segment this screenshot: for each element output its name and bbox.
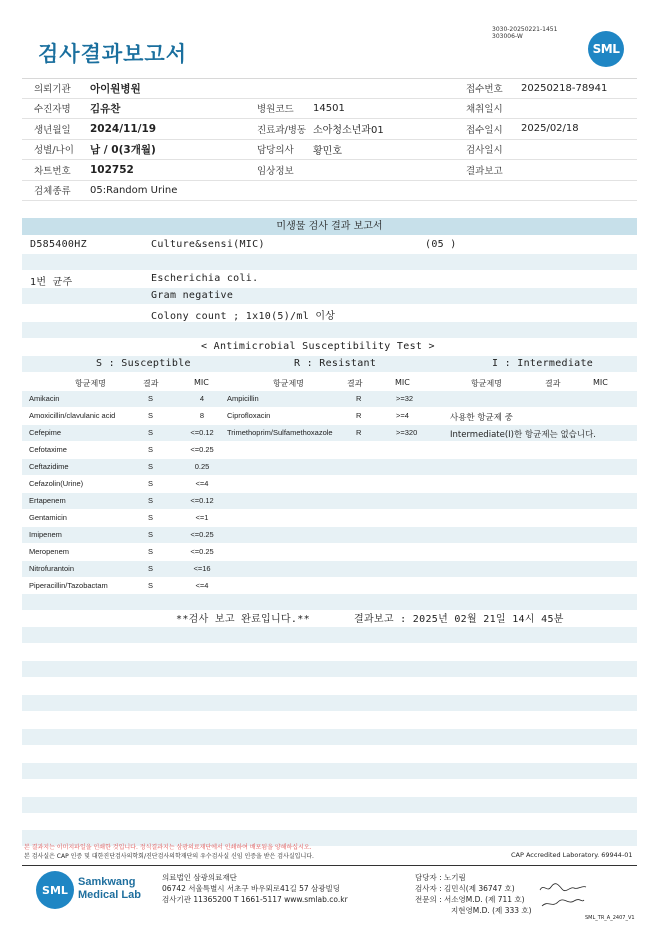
antibiotic-name: Ertapenem	[29, 496, 66, 505]
stripe	[22, 797, 637, 813]
susceptibility-result: S	[148, 547, 154, 556]
stripe	[22, 695, 637, 711]
stripe	[22, 527, 637, 543]
info-label: 검체종류	[34, 186, 71, 198]
organism-name: Escherichia coli.	[151, 273, 259, 284]
mic-value: 4	[199, 394, 205, 403]
info-row	[22, 99, 637, 120]
info-label: 검사일시	[466, 145, 503, 157]
info-label: 접수번호	[466, 84, 503, 96]
antibiotic-name: Imipenem	[29, 530, 62, 539]
signature-image	[538, 881, 588, 895]
antibiotic-name: Amikacin	[29, 394, 60, 403]
document-id-line1: 3030-20250221-1451	[492, 26, 558, 33]
info-value: 14501	[313, 102, 345, 114]
info-value: 2024/11/19	[90, 122, 157, 135]
antibiotic-name: Ceftazidime	[29, 462, 69, 471]
intermediate-note-line1: 사용한 항균제 중	[450, 413, 513, 423]
info-label: 접수일시	[466, 124, 503, 136]
info-label: 병원코드	[257, 104, 294, 116]
stripe	[22, 493, 637, 509]
patient-info-table	[22, 78, 637, 201]
susceptibility-result: S	[148, 411, 154, 420]
mic-value: <=0.25	[190, 445, 214, 454]
antibiotic-name: Ciprofloxacin	[227, 411, 271, 420]
info-row	[22, 78, 637, 99]
info-label: 담당의사	[257, 145, 294, 157]
test-code: D585400HZ	[30, 239, 87, 250]
stripe	[22, 459, 637, 475]
antibiotic-name: Cefepime	[29, 428, 62, 437]
gram-stain: Gram negative	[151, 290, 234, 301]
info-label: 성별/나이	[34, 145, 74, 157]
info-label: 결과보고	[466, 165, 503, 177]
mic-value: 0.25	[194, 462, 210, 471]
info-value: 김유찬	[90, 102, 121, 115]
info-value: 황민호	[313, 145, 342, 157]
susceptibility-result: S	[148, 462, 154, 471]
brand-line2: Medical Lab	[78, 889, 141, 901]
stripe	[22, 322, 637, 338]
mic-value: <=16	[193, 564, 211, 573]
sml-logo: SML	[588, 31, 624, 67]
mic-value: >=320	[396, 428, 418, 437]
antibiotic-name: Cefotaxime	[29, 445, 67, 454]
info-label: 진료과/병동	[257, 124, 307, 136]
info-row	[22, 181, 637, 202]
susceptibility-result: S	[148, 479, 154, 488]
stripe	[22, 391, 637, 407]
susceptibility-result: S	[148, 564, 154, 573]
stripe	[22, 729, 637, 745]
antibiotic-name: Cefazolin(Urine)	[29, 479, 84, 488]
colony-count: Colony count ; 1x10(5)/ml 이상	[151, 311, 336, 322]
organism-label: 1번 균주	[30, 277, 73, 288]
info-label: 임상정보	[257, 165, 294, 177]
antibiotic-name: Meropenem	[29, 547, 70, 556]
micro-section-title: 미생물 검사 결과 보고서	[22, 218, 637, 235]
brand-line1: Samkwang	[78, 876, 136, 888]
antibiotic-name: Trimethoprim/Sulfamethoxazole	[227, 428, 333, 437]
legend-intermediate: I : Intermediate	[492, 358, 594, 369]
info-value: 남 / 0(3개월)	[90, 143, 156, 156]
info-value: 2025/02/18	[521, 123, 579, 135]
mic-value: >=32	[396, 394, 414, 403]
susceptibility-result: S	[148, 496, 154, 505]
report-time: 결과보고 : 2025년 02월 21일 14시 45분	[354, 614, 564, 625]
mic-value: <=0.12	[190, 496, 214, 505]
mic-value: <=0.25	[190, 547, 214, 556]
info-label: 채취일시	[466, 104, 503, 116]
accreditation-notice: 본 검사실은 CAP 인증 및 대한진단검사의학회/진단검사의학재단의 우수검사실 신임 인증을 받은 검사실입니다.	[24, 853, 314, 860]
mic-value: <=4	[195, 581, 209, 590]
org-address: 06742 서울특별시 서초구 바우뫼로41길 57 삼광빌딩	[162, 884, 341, 893]
susceptibility-result: R	[356, 411, 362, 420]
info-value: 05:Random Urine	[90, 184, 178, 196]
col-header-result: 결과	[545, 379, 561, 388]
org-name: 의료법인 삼광의료재단	[162, 873, 237, 882]
document-id	[492, 26, 557, 40]
mic-value: 8	[199, 411, 205, 420]
staff-specialist-1: 전문의 : 서소영M.D. (제 711 호)	[415, 895, 525, 904]
info-value: 20250218-78941	[521, 82, 608, 94]
susceptibility-result: S	[148, 394, 154, 403]
footer-brand	[78, 876, 141, 902]
legend-susceptible: S : Susceptible	[96, 358, 191, 369]
report-complete: **검사 보고 완료입니다.**	[176, 614, 310, 625]
cap-accreditation: CAP Accredited Laboratory. 69944-01	[511, 851, 633, 859]
col-header-result: 결과	[347, 379, 363, 388]
mic-value: <=1	[195, 513, 209, 522]
mic-value: <=4	[195, 479, 209, 488]
footer-sml-logo: SML	[36, 871, 74, 909]
stripe	[22, 661, 637, 677]
document-id-line2: 303006-W	[492, 33, 523, 40]
form-code: SML_TR_A_2407_V1	[585, 915, 635, 921]
signature-image	[540, 896, 586, 910]
info-row	[22, 119, 637, 140]
image-print-notice: 본 결과지는 이미지파일을 인쇄한 것입니다. 정식결과지는 삼광의료재단에서 인쇄하여 배포됨을 양해하십시오.	[24, 844, 312, 851]
mic-value: <=0.25	[190, 530, 214, 539]
info-value: 아이원병원	[90, 82, 141, 95]
ast-title: < Antimicrobial Susceptibility Test >	[201, 341, 435, 352]
susceptibility-result: S	[148, 428, 154, 437]
mic-value: >=4	[396, 411, 409, 420]
stripe	[22, 288, 637, 304]
antibiotic-name: Ampicillin	[227, 394, 259, 403]
susceptibility-result: S	[148, 581, 154, 590]
susceptibility-result: S	[148, 445, 154, 454]
page-title: 검사결과보고서	[38, 42, 188, 66]
staff-tester: 검사자 : 김민식(제 36747 호)	[415, 884, 515, 893]
antibiotic-name: Piperacillin/Tazobactam	[29, 581, 108, 590]
info-value: 소아청소년과01	[313, 125, 384, 137]
stripe	[22, 627, 637, 643]
test-number: (05 )	[425, 239, 457, 250]
antibiotic-name: Gentamicin	[29, 513, 67, 522]
stripe	[22, 254, 637, 270]
mic-value: <=0.12	[190, 428, 214, 437]
col-header-result: 결과	[143, 379, 159, 388]
stripe	[22, 763, 637, 779]
test-name: Culture&sensi(MIC)	[151, 239, 265, 250]
antibiotic-name: Nitrofurantoin	[29, 564, 75, 573]
info-label: 의뢰기관	[34, 84, 71, 96]
col-header-drug: 항균제명	[75, 379, 106, 388]
info-value: 102752	[90, 163, 134, 176]
antibiotic-name: Amoxicillin/clavulanic acid	[29, 411, 116, 420]
stripe	[22, 594, 637, 610]
stripe	[22, 561, 637, 577]
col-header-drug: 항균제명	[273, 379, 304, 388]
info-label: 수진자명	[34, 104, 71, 116]
info-row	[22, 140, 637, 161]
legend-resistant: R : Resistant	[294, 358, 377, 369]
col-header-mic: MIC	[395, 378, 410, 387]
info-row	[22, 160, 637, 181]
col-header-mic: MIC	[194, 378, 209, 387]
susceptibility-result: S	[148, 530, 154, 539]
col-header-drug: 항균제명	[471, 379, 502, 388]
org-contact: 검사기관 11365200 T 1661-5117 www.smlab.co.kr	[162, 895, 348, 904]
col-header-mic: MIC	[593, 378, 608, 387]
intermediate-note-line2: Intermediate(I)한 항균제는 없습니다.	[450, 430, 596, 440]
susceptibility-result: S	[148, 513, 154, 522]
staff-specialist-2: 지현영M.D. (제 333 호)	[451, 906, 532, 915]
susceptibility-result: R	[356, 394, 362, 403]
info-label: 생년월일	[34, 124, 71, 136]
staff-in-charge: 담당자 : 노기림	[415, 873, 466, 882]
susceptibility-result: R	[356, 428, 362, 437]
footer-divider	[22, 865, 637, 866]
info-label: 차트번호	[34, 165, 71, 177]
